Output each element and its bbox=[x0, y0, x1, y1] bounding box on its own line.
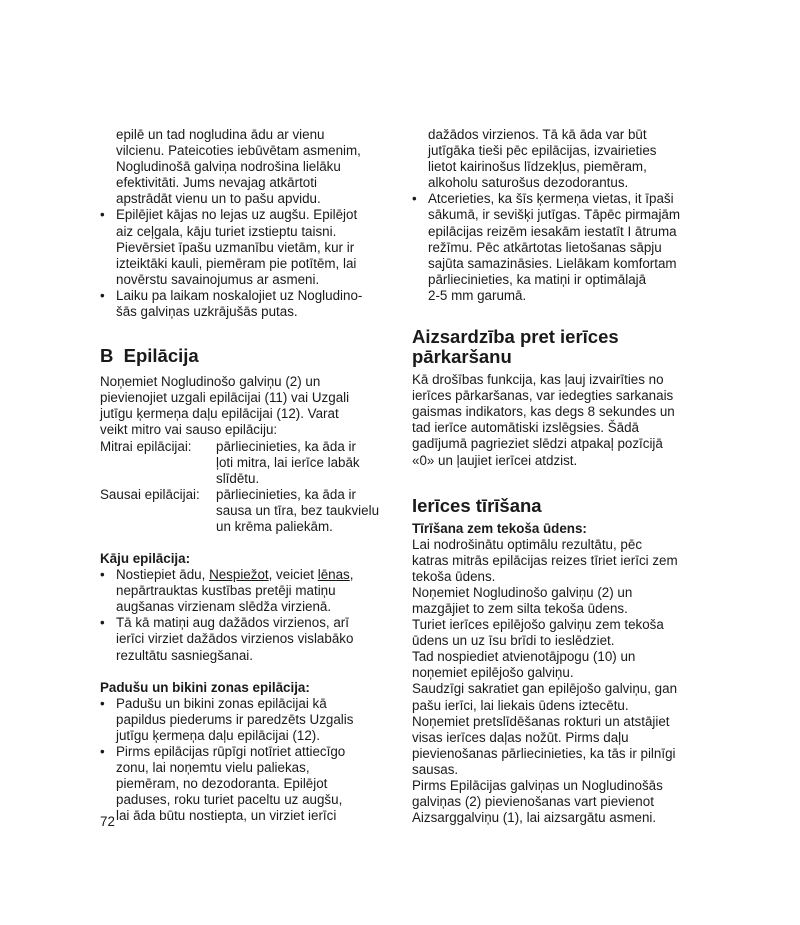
text-line: Atcerieties, ka šīs ķermeņa vietas, it īpaši bbox=[428, 191, 674, 207]
text-line: pašu ierīci, lai liekais ūdens iztecētu. bbox=[412, 697, 629, 713]
text-line: Padušu un bikini zonas epilācijai kā bbox=[116, 695, 327, 711]
text-line: Lai nodrošinātu optimālu rezultātu, pēc bbox=[412, 536, 643, 552]
bullet-icon: • bbox=[100, 287, 105, 303]
text-line: ļoti mitra, lai ierīce labāk bbox=[216, 454, 360, 470]
text-line: pārliecinieties, ka āda ir bbox=[216, 486, 356, 502]
text-line: Tā kā matiņi aug dažādos virzienos, arī bbox=[116, 615, 349, 631]
text-line: jutīgu ķermeņa daļu epilācijai (12). Varat bbox=[100, 406, 339, 422]
legs-heading: Kāju epilācija: bbox=[100, 551, 191, 567]
armpit-heading: Padušu un bikini zonas epilācija: bbox=[100, 679, 310, 695]
continued-paragraph bbox=[412, 127, 702, 191]
text-line: šās galviņas uzkrājušās putas. bbox=[116, 304, 298, 320]
text-line: sausa un tīra, bez taukvielu bbox=[216, 502, 380, 518]
text-line: Noņemiet pretslīdēšanas rokturi un atstājiet bbox=[412, 713, 670, 729]
bullet-icon: • bbox=[100, 615, 105, 631]
text-line: Pirms epilācijas rūpīgi notīriet attiecīgo bbox=[116, 743, 346, 759]
text-line: pārliecinieties, ka matiņi ir optimālajā bbox=[428, 271, 647, 287]
text-line: katras mitrās epilācijas reizes tīriet ierīci zem bbox=[412, 552, 678, 568]
text-line: slīdētu. bbox=[216, 470, 260, 486]
text-line: vilcienu. Pateicoties iebūvētam asmenim, bbox=[116, 143, 361, 159]
text-line: lai āda būtu nostiepta, un virziet ierīci bbox=[116, 808, 337, 824]
text-line: ierīces pārkaršanas, var iedegties sarkanais bbox=[412, 388, 674, 404]
text-line: Noņemiet Nogludinošo galviņu (2) un bbox=[412, 584, 633, 600]
heading-line: Aizsardzība pret ierīces bbox=[412, 326, 619, 348]
bullet-item bbox=[100, 744, 390, 824]
bullet-item bbox=[412, 191, 702, 304]
text-line: mazgājiet to zem silta tekoša ūdens. bbox=[412, 600, 628, 616]
text-line: sajūta samazināsies. Lielākam komfortam bbox=[428, 255, 677, 271]
text-line: 2-5 mm garumā. bbox=[428, 287, 527, 303]
text-line: tad ierīce automātiski izslēgsies. Šādā bbox=[412, 420, 640, 436]
text-line: Pievērsiet īpašu uzmanību vietām, kur ir bbox=[116, 239, 355, 255]
bullet-item bbox=[100, 696, 390, 744]
spacer bbox=[100, 535, 390, 551]
text-line: jutīgu ķermeņa daļu epilācijai (12). bbox=[116, 727, 320, 743]
text-line: novērstu savainojumus ar asmeni. bbox=[116, 271, 320, 287]
text-line: ierīci virziet dažādos virzienos vislabāko bbox=[116, 631, 354, 647]
dry-epilation-label: Sausai epilācijai: bbox=[100, 486, 200, 502]
text-line: pievienojiet uzgali epilācijai (11) vai Uzgali bbox=[100, 390, 350, 406]
intro-paragraph bbox=[100, 127, 390, 207]
text-line: paduses, roku turiet paceltu uz augšu, bbox=[116, 792, 343, 808]
bullet-icon: • bbox=[100, 207, 105, 223]
text-line: Turiet ierīces epilējošo galviņu zem tekoša bbox=[412, 617, 664, 633]
text-line: Laiku pa laikam noskalojiet uz Nogludino- bbox=[116, 287, 363, 303]
text-line: režīmu. Pēc atkārtotas lietošanas sāpju bbox=[428, 239, 662, 255]
text-line: epilē un tad nogludina ādu ar vienu bbox=[116, 127, 325, 142]
text-line: piemēram, no dezodoranta. Epilējot bbox=[116, 776, 328, 792]
cleaning-paragraph bbox=[412, 537, 702, 827]
text-line: Noņemiet Nogludinošo galviņu (2) un bbox=[100, 374, 321, 390]
text-line: pārliecinieties, ka āda ir bbox=[216, 438, 356, 454]
text-line: Tad nospiediet atvienotājpogu (10) un bbox=[412, 649, 636, 665]
text-line: augšanas virzienam slēdža virzienā. bbox=[116, 599, 332, 615]
text-line: Kā drošības funkcija, kas ļauj izvairīties no bbox=[412, 372, 664, 388]
text-line: ūdens un uz īsu brīdi to ieslēdziet. bbox=[412, 633, 615, 649]
text-line: papildus piederums ir paredzēts Uzgalis bbox=[116, 711, 354, 727]
right-column bbox=[412, 127, 702, 826]
text-line: pievienošanas pārliecinieties, ka tās ir pilnīgi bbox=[412, 745, 676, 761]
text-line: noņemiet epilējošo galviņu. bbox=[412, 665, 574, 681]
heading-line: pārkaršanu bbox=[412, 346, 512, 368]
spacer bbox=[100, 664, 390, 680]
text-line: dažādos virzienos. Tā kā āda var būt bbox=[428, 127, 647, 142]
text-line: sausas. bbox=[412, 761, 459, 777]
dry-epilation-text bbox=[216, 487, 390, 535]
text-fragment: Nostiepiet ādu, bbox=[116, 567, 210, 583]
text-line: epilācijas reizēm iesakām iestatīt I ātruma bbox=[428, 223, 677, 239]
text-line: un krēma paliekām. bbox=[216, 518, 333, 534]
text-line: visas ierīces daļas nožūt. Pirms daļu bbox=[412, 729, 629, 745]
text-line: efektivitāti. Jums nevajag atkārtoti bbox=[116, 175, 317, 191]
text-line: gaismas indikators, kas degs 8 sekundes un bbox=[412, 404, 675, 420]
overheat-heading bbox=[412, 327, 702, 367]
text-line: lietot kairinošus līdzekļus, piemēram, bbox=[428, 159, 647, 175]
bullet-icon: • bbox=[100, 743, 105, 759]
cleaning-heading: Ierīces tīrīšana bbox=[412, 494, 542, 516]
overheat-paragraph bbox=[412, 372, 702, 469]
bullet-item bbox=[100, 207, 390, 287]
text-line: rezultātu sasniegšanai. bbox=[116, 647, 253, 663]
text-line: jutīgāka tieši pēc epilācijas, izvairieties bbox=[428, 143, 657, 159]
text-line: Epilējiet kājas no lejas uz augšu. Epilējot bbox=[116, 207, 358, 223]
section-b-paragraph bbox=[100, 374, 390, 438]
underlined-text: Nespiežot bbox=[209, 567, 269, 583]
left-column bbox=[100, 127, 390, 824]
text-line: Nogludinošā galviņa nodrošina lielāku bbox=[116, 159, 341, 175]
text-line: nepārtrauktas kustības pretēji matiņu bbox=[116, 583, 336, 599]
underlined-text: lēnas bbox=[317, 567, 350, 583]
bullet-item bbox=[100, 567, 390, 615]
section-b-heading: B Epilācija bbox=[100, 345, 199, 367]
text-line: gadījumā pagrieziet slēdzi atpakaļ pozīcijā bbox=[412, 436, 663, 452]
text-line: zonu, lai noņemtu vielu paliekas, bbox=[116, 760, 310, 775]
text-line: «0» un ļaujiet ierīcei atdzist. bbox=[412, 452, 578, 468]
bullet-item bbox=[100, 615, 390, 663]
text-fragment: , bbox=[349, 567, 354, 583]
text-line: Aizsarggalviņu (1), lai aizsargātu asmeni. bbox=[412, 810, 657, 826]
bullet-item bbox=[100, 288, 390, 320]
text-line: izteiktāki kauli, piemēram pie potītēm, lai bbox=[116, 255, 357, 271]
text-fragment: , veiciet bbox=[268, 567, 318, 583]
text-line: Pirms Epilācijas galviņas un Nogludinošās bbox=[412, 778, 663, 793]
text-line: galviņas (2) pievienošanas vart pievienot bbox=[412, 794, 654, 810]
bullet-icon: • bbox=[100, 567, 105, 583]
text-line: sākumā, ir sevišķi jutīgas. Tāpēc pirmajām bbox=[428, 207, 681, 223]
text-line: apstrādāt vienu un to pašu apvidu. bbox=[116, 191, 321, 207]
text-line: veikt mitro vai sauso epilāciju: bbox=[100, 422, 278, 438]
wet-epilation-label: Mitrai epilācijai: bbox=[100, 438, 192, 454]
text-line: Saudzīgi sakratiet gan epilējošo galviņu, gan bbox=[412, 681, 678, 697]
text-line: tekoša ūdens. bbox=[412, 568, 496, 584]
page-number: 72 bbox=[100, 814, 115, 829]
wet-epilation-text bbox=[216, 439, 390, 487]
cleaning-subheading: Tīrīšana zem tekoša ūdens: bbox=[412, 520, 587, 536]
bullet-icon: • bbox=[100, 695, 105, 711]
dry-epilation-row bbox=[100, 487, 390, 535]
text-line: alkoholu saturošus dezodorantus. bbox=[428, 175, 629, 191]
wet-epilation-row bbox=[100, 439, 390, 487]
text-line: aiz ceļgala, kāju turiet izstieptu taisni. bbox=[116, 223, 337, 239]
bullet-icon: • bbox=[412, 191, 417, 207]
text-line bbox=[116, 567, 390, 583]
